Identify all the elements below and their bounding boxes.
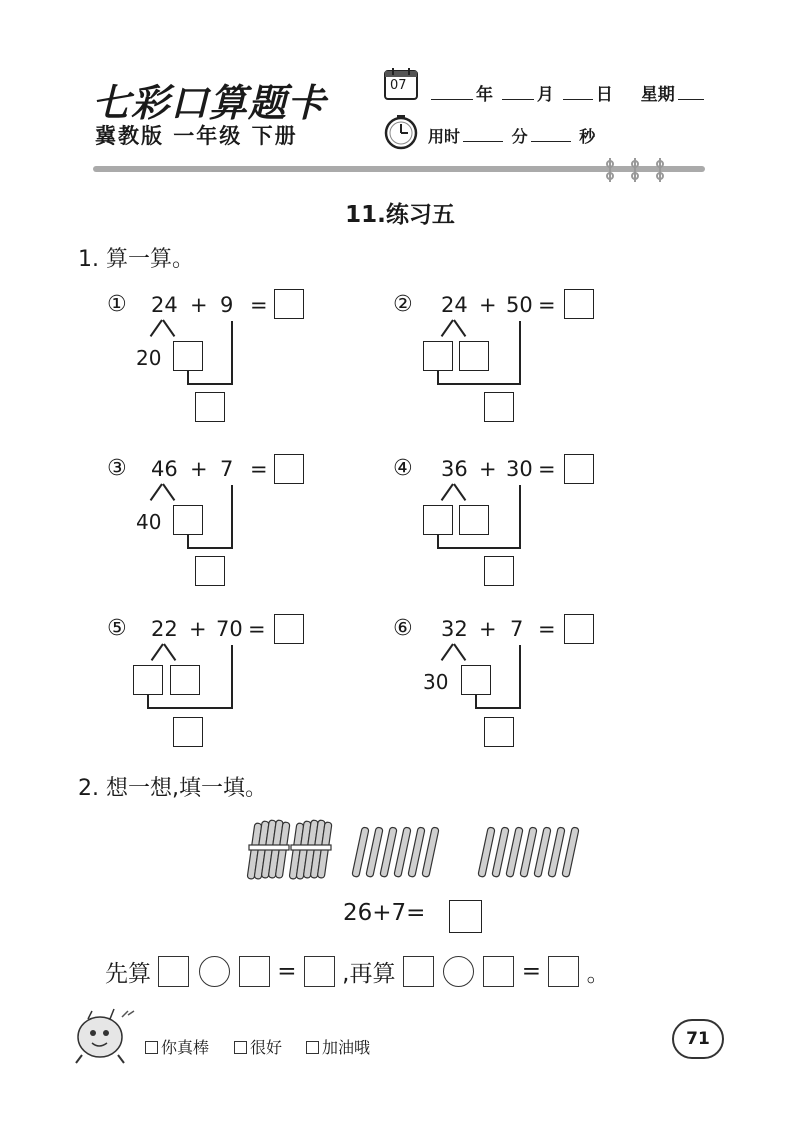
problem-marker: ① (107, 292, 127, 317)
stick-bundle (247, 820, 290, 879)
eval-option-keep-going[interactable]: 加油哦 (306, 1035, 370, 1058)
split-box[interactable] (459, 341, 489, 371)
answer-box[interactable] (274, 614, 304, 644)
split-box[interactable] (173, 505, 203, 535)
problem-marker: ② (393, 292, 413, 317)
split-box[interactable] (170, 665, 200, 695)
result-box[interactable] (484, 392, 514, 422)
result-box[interactable] (195, 392, 225, 422)
step2-operand-box[interactable] (403, 956, 434, 987)
split-hint: 40 (136, 510, 162, 534)
equals-sign: = (248, 617, 266, 641)
equals-sign: = (250, 457, 268, 481)
clock-icon (382, 113, 420, 151)
step2-operand-box[interactable] (483, 956, 514, 987)
problem-marker: ④ (393, 456, 413, 481)
step2-result-box[interactable] (548, 956, 579, 987)
step2-operator-circle[interactable] (443, 956, 474, 987)
eval-option-great[interactable]: 你真棒 (145, 1035, 209, 1058)
equals-sign: = (538, 617, 556, 641)
split-box[interactable] (459, 505, 489, 535)
answer-box[interactable] (274, 454, 304, 484)
operand-a: 32 (441, 617, 468, 641)
problem-marker: ③ (107, 456, 127, 481)
split-box[interactable] (173, 341, 203, 371)
split-box[interactable] (461, 665, 491, 695)
step1-operand-box[interactable] (158, 956, 189, 987)
split-box[interactable] (423, 505, 453, 535)
result-box[interactable] (195, 556, 225, 586)
sticks-equation: 26+7= (343, 900, 426, 926)
split-box[interactable] (133, 665, 163, 695)
operand-a: 22 (151, 617, 178, 641)
date-fields: 年 月 日 星期 (428, 80, 707, 105)
operand-b: 7 (220, 457, 234, 481)
operand-a: 24 (151, 293, 178, 317)
operand-b: 50 (506, 293, 533, 317)
operator: + (479, 293, 497, 317)
step1-operand-box[interactable] (239, 956, 270, 987)
step-fill-row: 先算 = ,再算 = 。 (105, 955, 610, 988)
time-fields: 用时 分 秒 (428, 127, 596, 146)
sticks-answer-box[interactable] (449, 900, 482, 933)
equals-sign: = (538, 293, 556, 317)
mascot-icon (70, 1003, 140, 1067)
operand-b: 7 (510, 617, 524, 641)
result-box[interactable] (484, 556, 514, 586)
result-box[interactable] (173, 717, 203, 747)
operand-b: 70 (216, 617, 243, 641)
brand-title: 七彩口算题卡 (92, 80, 327, 125)
divider-clips (600, 156, 670, 184)
eval-option-good[interactable]: 很好 (234, 1035, 282, 1058)
calendar-icon (383, 66, 419, 102)
operand-b: 9 (220, 293, 234, 317)
section-1-heading: 1. 算一算。 (78, 247, 194, 272)
operator: + (190, 457, 208, 481)
operand-a: 24 (441, 293, 468, 317)
operator: + (190, 293, 208, 317)
result-box[interactable] (484, 717, 514, 747)
answer-box[interactable] (564, 614, 594, 644)
problem-marker: ⑥ (393, 616, 413, 641)
checkbox[interactable] (306, 1041, 319, 1054)
answer-box[interactable] (564, 289, 594, 319)
split-box[interactable] (423, 341, 453, 371)
operator: + (189, 617, 207, 641)
operand-b: 30 (506, 457, 533, 481)
answer-box[interactable] (274, 289, 304, 319)
operator: + (479, 457, 497, 481)
operand-a: 46 (151, 457, 178, 481)
section-2-heading: 2. 想一想,填一填。 (78, 776, 267, 801)
stick-bundle (289, 820, 332, 879)
calendar-day: 07 (390, 78, 407, 93)
operator: + (479, 617, 497, 641)
page-number: 71 (672, 1019, 724, 1059)
step1-operator-circle[interactable] (199, 956, 230, 987)
split-hint: 30 (423, 670, 449, 694)
equals-sign: = (538, 457, 556, 481)
page-title: 11.练习五 (345, 202, 455, 228)
equals-sign: = (250, 293, 268, 317)
checkbox[interactable] (145, 1041, 158, 1054)
counting-sticks-illustration (245, 815, 590, 885)
operand-a: 36 (441, 457, 468, 481)
loose-sticks-group-2 (478, 827, 579, 877)
problem-marker: ⑤ (107, 616, 127, 641)
edition-label: 冀教版 一年级 下册 (95, 124, 298, 148)
answer-box[interactable] (564, 454, 594, 484)
step1-result-box[interactable] (304, 956, 335, 987)
loose-sticks-group-1 (352, 827, 439, 877)
split-hint: 20 (136, 346, 162, 370)
checkbox[interactable] (234, 1041, 247, 1054)
